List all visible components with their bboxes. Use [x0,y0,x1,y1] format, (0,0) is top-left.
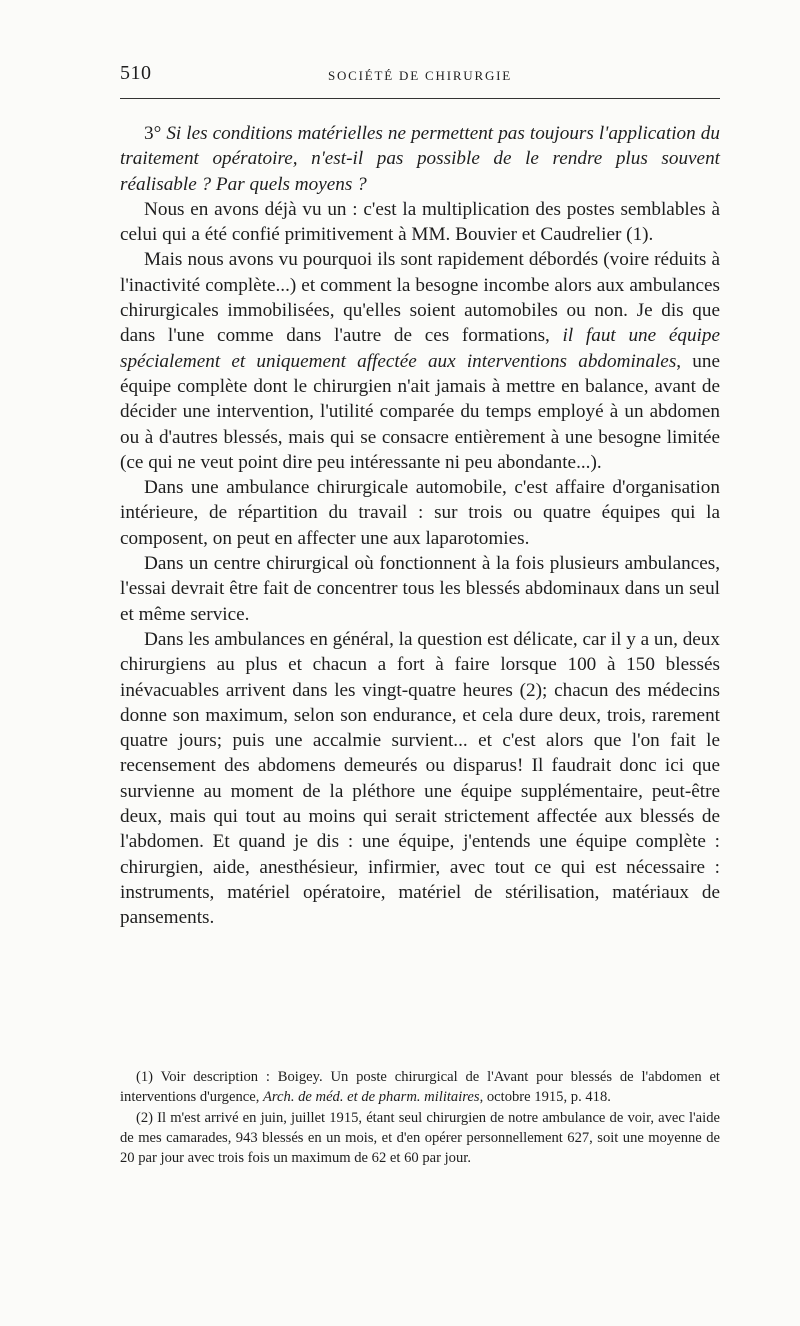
footnote-text: (2) Il m'est arrivé en juin, juillet 1915, étant seul chirurgien de notre ambulance de voir, avec l'aide de mes camarades, 943 blessés en un mois, et d'en opérer personnellement 627, soit une moyenne de 20 par jour avec trois fois un maximum de 62 et 60 par jour. [120,1110,720,1166]
paragraph [120,627,720,931]
footnote-text: (1) Voir description : Boigey. Un poste chirurgical de l'Avant pour blessés de l'abdomen et interventions d'urgence, [120,1069,720,1105]
footnote [120,1109,720,1168]
paragraph-text: Nous en avons déjà vu un : c'est la multiplication des postes semblables à celui qui a été confié primitivement à MM. Bouvier et Caudrelier (1). [120,198,720,246]
paragraph-text-tail: , une équipe complète dont le chirurgien n'ait jamais à mettre en balance, avant de décider une intervention, l'utilité comparée du temps employé à un abdomen ou à d'autres blessés, mais qui se consacre entièrement à une besogne limitée (ce qui ne veut point dire peu intéressante ni peu abondante...). [120,350,720,473]
paragraph-text: Dans un centre chirurgical où fonctionnent à la fois plusieurs ambulances, l'essai devrait être fait de concentrer tous les blessés abdominaux dans un seul et même service. [120,553,720,625]
paragraph [120,551,720,627]
question-italic: Si les conditions matérielles ne permettent pas toujours l'application du traitement opératoire, n'est-il pas possible de le rendre plus souvent réalisable ? Par quels moyens ? [120,123,720,195]
paragraph-text: Dans les ambulances en général, la question est délicate, car il y a un, deux chirurgiens au plus et chacun a fort à faire lorsque 100 à 150 blessés inévacuables arrivent dans les vingt-quatre heures (2); chacun des médecins donne son maximum, selon son endurance, et cela dure deux, trois, rarement quatre jours; puis une accalmie survient... et c'est alors que l'on fait le recensement des abdomens demeurés ou disparus! Il faudrait donc ici que survienne au moment de la pléthore une équipe supplémentaire, peut-être deux, mais qui tout au moins qui serait strictement affectée aux blessés de l'abdomen. Et quand je dis : une équipe, j'entends une équipe complète : chirurgien, aide, anesthésieur, infirmier, avec tout ce qui est nécessaire : instruments, matériel opératoire, matériel de stérilisation, matériaux de pansements. [120,628,720,929]
paragraph [120,475,720,551]
header-rule [120,98,720,99]
paragraph-text: Dans une ambulance chirurgicale automobile, c'est affaire d'organisation intérieure, de répartition du travail : sur trois ou quatre équipes qui la composent, on peut en affecter une aux laparotomies. [120,477,720,549]
running-title: SOCIÉTÉ DE CHIRURGIE [327,68,513,83]
emphasis-italic: il faut une équipe spécialement et uniquement affectée aux interventions abdominales [120,325,720,372]
paragraph [120,247,720,475]
footnote [120,1068,720,1107]
body-text [120,121,720,931]
paragraph [120,197,720,248]
footnote-text-tail: , octobre 1915, p. 418. [479,1088,611,1105]
page-header [120,62,720,90]
footnote-journal-italic: Arch. de méd. et de pharm. militaires [263,1088,480,1105]
paragraph-number: 3° [144,123,167,144]
page-number: 510 [120,62,152,84]
footnotes [120,1068,720,1171]
paragraph-text: Mais nous avons vu pourquoi ils sont rapidement débordés (voire réduits à l'inactivité complète...) et comment la besogne incombe alors aux ambulances chirurgicales immobilisées, qu'elles soient automobiles ou non. Je dis que dans l'une comme dans l'autre de ces formations, [120,249,720,347]
paragraph [120,121,720,197]
